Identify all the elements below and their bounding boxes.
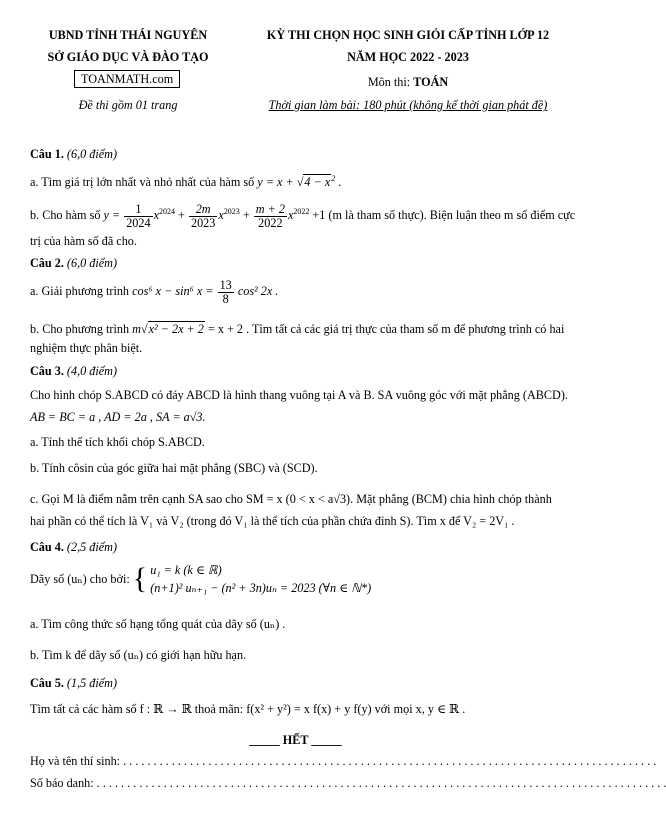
fraction-13-8: $\frac{13}{8}$ [219,278,232,306]
q4-points: (2,5 điểm) [66,540,118,554]
q2b-radicand: x² − 2x + 2 [148,322,204,336]
q2-part-b: b. Cho phương trình m√x² − 2x + 2 = x + 2 . Tìm tất cả các giá trị thực của tham số m để phương trình có hai [30,322,565,336]
q1-part-a: a. Tìm giá trị lớn nhất và nhỏ nhất của hàm số $y = x + √4 - x^2$ . [30,174,342,190]
q4-intro: Dãy số (uₙ) cho bởi: [30,571,130,586]
q4-heading [30,540,117,555]
q1a-expr: $y = x + √4 - x^2$ [257,174,336,190]
candidate-name-field: Họ và tên thí sinh: . . . . . . . . . . . . . . . . . . . . . . . . . . . . . . . . . . . . . . . . . . . . . . . . . . . . . . . . . . . . . . . . . . . . . . . . . . . . . . . . . . . . . . . . [30,754,657,768]
q1b-tail: +1 (m là tham số thực). Biện luận theo m số điểm cực [312,208,576,223]
q4-title: Câu 4. [30,540,64,554]
exam-title: KỲ THI CHỌN HỌC SINH GIỎI CẤP TỈNH LỚP 12 [266,28,550,42]
q1a-text: a. Tìm giá trị lớn nhất và nhỏ nhất của hàm số [30,175,255,190]
q2-part-a: a. Giải phương trình cos⁶ x − sin⁶ x = $\frac{13}{8}$ cos² 2x . [30,278,279,306]
subject-name: TOÁN [413,75,449,89]
subject-label: Môn thi: [367,75,414,89]
q2-title: Câu 2. [30,256,64,270]
q3-part-a: a. Tính thể tích khối chóp S.ABCD. [30,435,205,449]
q5-text: Tìm tất cả các hàm số f : ℝ → ℝ thoả mãn: f(x² + y²) = x f(x) + y f(y) với mọi x, y ∈ ℝ . [30,702,466,716]
fraction-1: $\frac{1}{2024}$ [126,202,151,230]
q2b-text: b. Cho phương trình [30,322,130,336]
q4-definition [30,561,371,598]
q3-intro-1: Cho hình chóp S.ABCD có đáy ABCD là hình thang vuông tại A và B. SA vuông góc với mặt phẳng (ABCD). [30,388,568,402]
q2a-text: a. Giải phương trình [30,284,130,299]
q3-part-c-2: hai phần có thể tích là V₁ và V₂ (trong đó V₁ là thể tích của phần chứa đỉnh S). Tìm x để V₂ = 2V₁ . [30,514,515,528]
q4-part-a: a. Tìm công thức số hạng tổng quát của dãy số (uₙ) . [30,617,286,631]
q3-part-c-1: c. Gọi M là điểm nằm trên cạnh SA sao cho SM = x (0 < x < a√3). Mặt phẳng (BCM) chia hình chóp thành [30,492,552,506]
education-office: SỞ GIÁO DỤC VÀ ĐÀO TẠO [47,50,209,64]
q3-heading [30,364,117,379]
q1-heading [30,147,117,162]
time-note: Thời gian làm bài: 180 phút (không kể thời gian phát đề) [268,98,548,112]
q3-title: Câu 3. [30,364,64,378]
site-label: TOANMATH.com [74,70,180,88]
recurrence-system: u₁ = k (k ∈ ℝ) (n+1)² uₙ₊₁ − (n² + 3n)uₙ = 2023 (∀n ∈ ℕ*) [150,563,372,596]
q5-points: (1,5 điểm) [66,676,118,690]
system-brace: { [132,562,148,596]
fraction-2: $\frac{2m}{2023}$ [190,202,216,230]
candidate-id-field: Số báo danh: . . . . . . . . . . . . . . . . . . . . . . . . . . . . . . . . . . . . . . . . . . . . . . . . . . . . . . . . . . . . . . . . . . . . . . . . . . . . . . . . . . . . . . . . . . . . . . [30,776,666,790]
subject-line [248,75,568,90]
q3-intro-2: AB = BC = a , AD = 2a , SA = a√3. [30,410,206,424]
fraction-3: $\frac{m + 2}{2022}$ [255,202,285,230]
q2b-line2: nghiệm thực phân biệt. [30,341,143,355]
q1b-text: b. Cho hàm số [30,208,101,223]
q5-heading [30,676,117,691]
q2b-tail: = x + 2 . Tìm tất cả các giá trị thực của tham số m để phương trình có hai [207,322,565,336]
site-box [74,72,180,87]
school-year: NĂM HỌC 2022 - 2023 [347,50,469,64]
q5-title: Câu 5. [30,676,64,690]
q1-title: Câu 1. [30,147,64,161]
q2-heading [30,256,117,271]
pages-note: Đề thi gồm 01 trang [78,98,178,112]
q1b-line2: trị của hàm số đã cho. [30,234,137,248]
q1-part-b: b. Cho hàm số y = $\frac{1}{2024}$ $x^{2024}$ + $\frac{2m}{2023}$ $x^{2023}$ + $\frac{m + 2}{2022}$ $x^{2022} +1$ (m là tham số thực). Biện luận theo m số điểm cực [30,202,576,230]
end-marker: _____ HẾT _____ [249,733,342,747]
q3-part-b: b. Tính côsin của góc giữa hai mặt phẳng (SBC) và (SCD). [30,461,318,475]
q1-points: (6,0 điểm) [66,147,118,161]
department-name: UBND TỈNH THÁI NGUYÊN [48,28,208,42]
q2-points: (6,0 điểm) [66,256,118,270]
q3-points: (4,0 điểm) [66,364,118,378]
q4-part-b: b. Tìm k để dãy số (uₙ) có giới hạn hữu hạn. [30,648,247,662]
